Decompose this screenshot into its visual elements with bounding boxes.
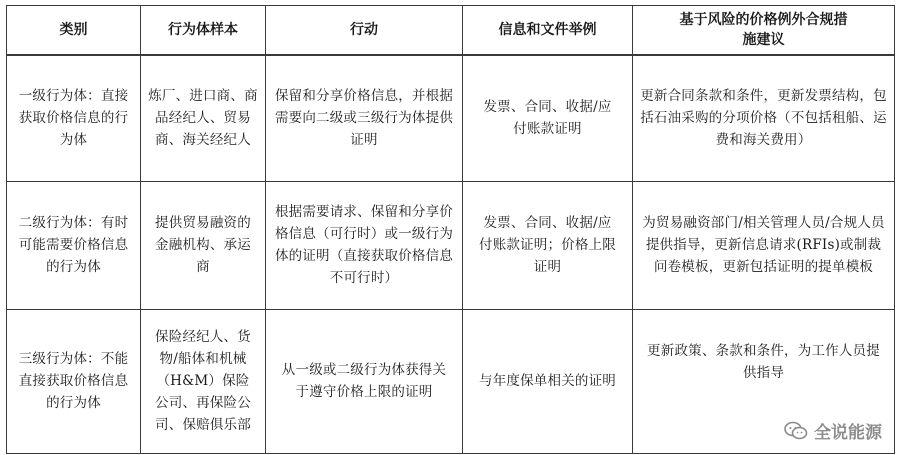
header-sample: 行为体样本	[141, 6, 266, 56]
cell-action: 根据需要请求、保留和分享价格信息（可行时）或一级行为体的证明（直接获取价格信息不可行时）	[266, 181, 463, 309]
cell-measures: 更新政策、条款和条件，为工作人员提供指导	[633, 309, 895, 453]
cell-category: 三级行为体：不能直接获取价格信息的行为体	[7, 309, 141, 453]
cell-docs: 发票、合同、收据/应付账款证明	[463, 55, 633, 181]
compliance-table	[6, 5, 895, 454]
cell-sample: 保险经纪人、货物/船体和机械（H&M）保险公司、再保险公司、保赔俱乐部	[141, 309, 266, 453]
header-docs: 信息和文件举例	[463, 6, 633, 56]
watermark	[784, 418, 882, 443]
cell-docs: 与年度保单相关的证明	[463, 309, 633, 453]
header-action: 行动	[266, 6, 463, 56]
cell-action: 从一级或二级行为体获得关于遵守价格上限的证明	[266, 309, 463, 453]
cell-docs: 发票、合同、收据/应付账款证明；价格上限证明	[463, 181, 633, 309]
cell-measures: 为贸易融资部门/相关管理人员/合规人员提供指导，更新信息请求(RFIs)或制裁问卷模板，更新包括证明的提单模板	[633, 181, 895, 309]
table-row	[7, 55, 895, 181]
cell-sample: 提供贸易融资的金融机构、承运商	[141, 181, 266, 309]
table-row	[7, 181, 895, 309]
table-header-row	[7, 6, 895, 56]
table-row	[7, 309, 895, 453]
cell-action: 保留和分享价格信息，并根据需要向二级或三级行为体提供证明	[266, 55, 463, 181]
cell-category: 二级行为体：有时可能需要价格信息的行为体	[7, 181, 141, 309]
wechat-icon	[784, 421, 808, 441]
cell-measures: 更新合同条款和条件，更新发票结构，包括石油采购的分项价格（不包括租船、运费和海关费用）	[633, 55, 895, 181]
cell-sample: 炼厂、进口商、商品经纪人、贸易商、海关经纪人	[141, 55, 266, 181]
watermark-text: 全说能源	[814, 423, 882, 443]
header-category: 类别	[7, 6, 141, 56]
header-measures: 基于风险的价格例外合规措施建议	[633, 6, 895, 56]
cell-category: 一级行为体：直接获取价格信息的行为体	[7, 55, 141, 181]
